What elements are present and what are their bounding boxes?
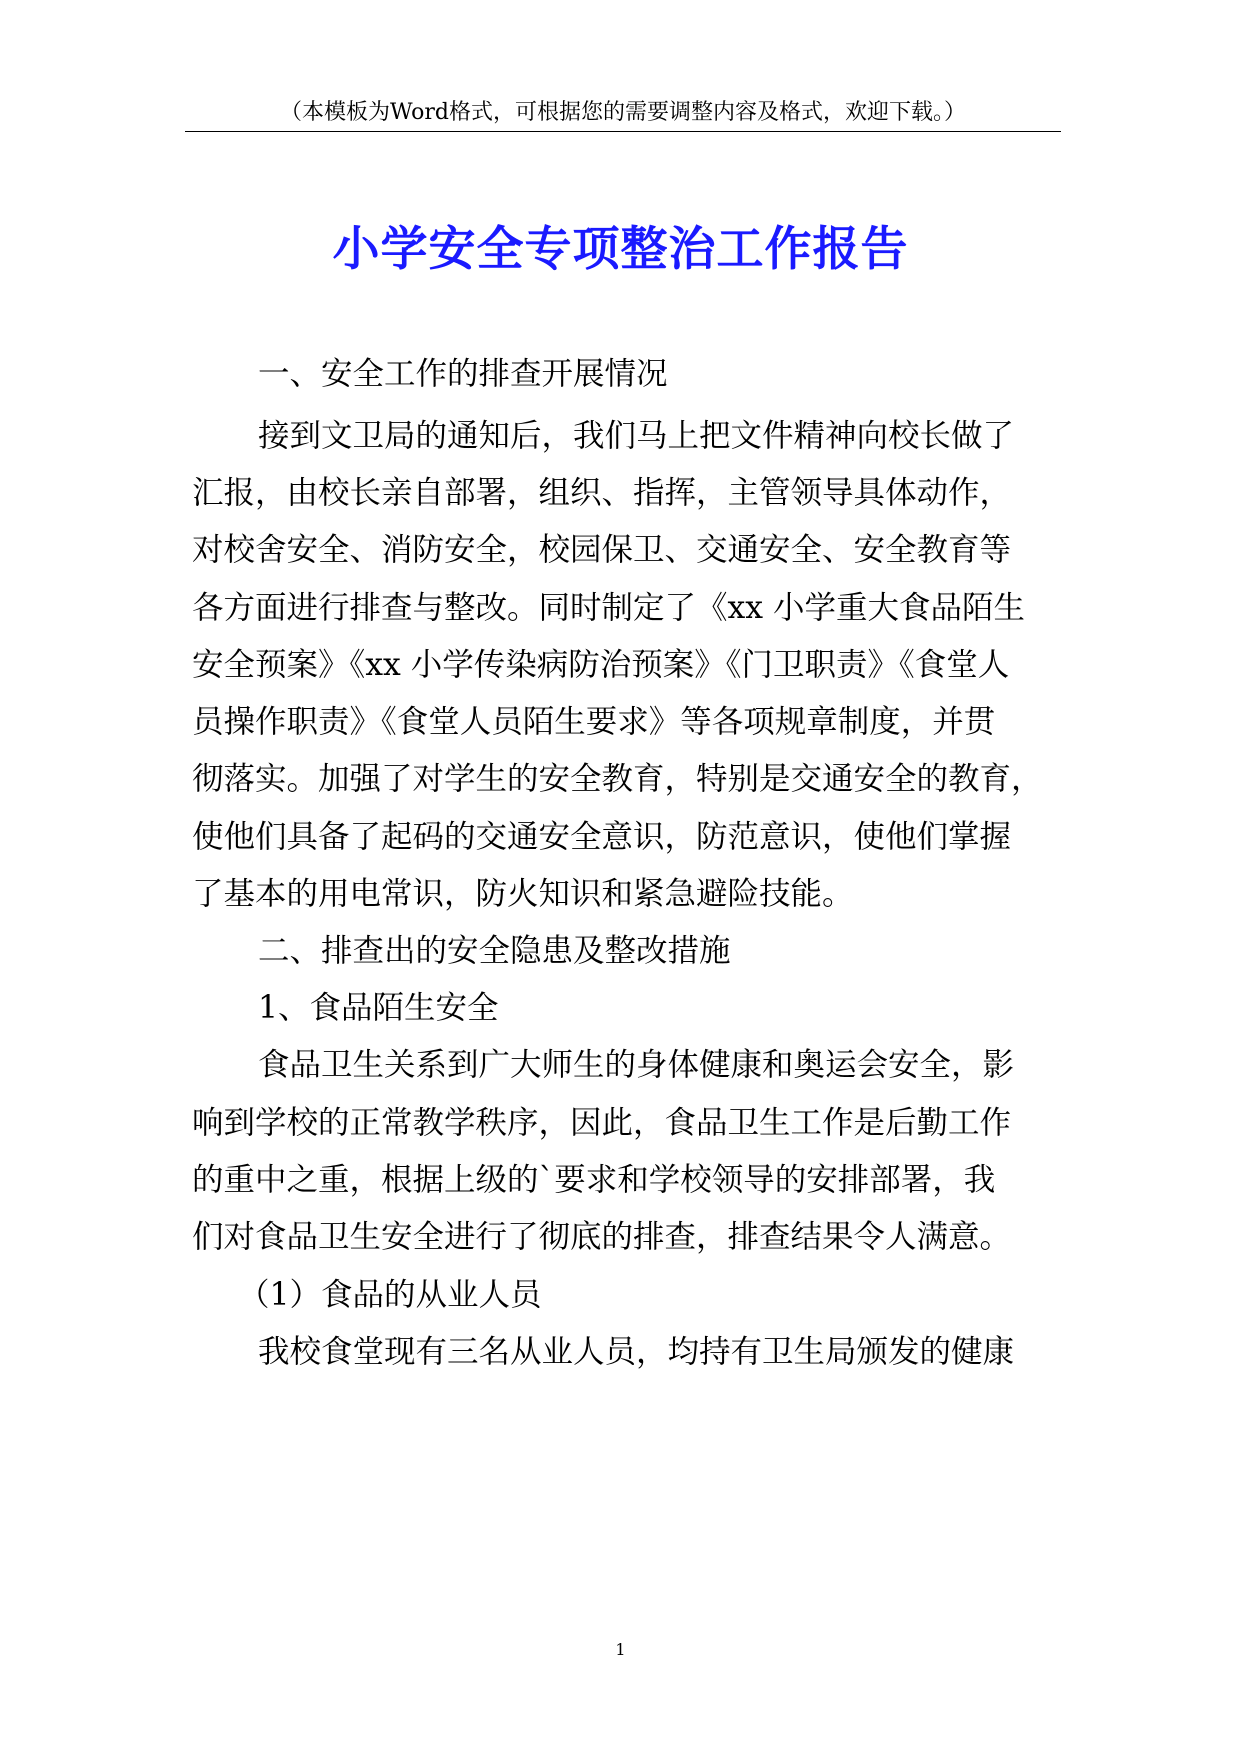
body-line: 对校舍安全、消防安全，校园保卫、交通安全、安全教育等 <box>192 532 1012 568</box>
section-heading-1: 一、安全工作的排查开展情况 <box>258 356 668 392</box>
body-line: 汇报，由校长亲自部署，组织、指挥，主管领导具体动作， <box>192 475 1012 511</box>
body-line: 使他们具备了起码的交通安全意识，防范意识，使他们掌握 <box>192 819 1012 855</box>
subsection-heading: 1、食品陌生安全 <box>258 990 499 1026</box>
body-line: 食品卫生关系到广大师生的身体健康和奥运会安全，影 <box>258 1047 1015 1083</box>
header-rule <box>185 131 1061 132</box>
body-line: 安全预案》《xx 小学传染病防治预案》《门卫职责》《食堂人 <box>192 647 1010 683</box>
header-note: （本模板为Word格式，可根据您的需要调整内容及格式，欢迎下载。） <box>280 100 966 125</box>
body-line: 彻落实。加强了对学生的安全教育，特别是交通安全的教育， <box>192 761 1043 797</box>
body-line: 员操作职责》《食堂人员陌生要求》等各项规章制度，并贯 <box>192 704 996 740</box>
body-line: 了基本的用电常识，防火知识和紧急避险技能。 <box>192 876 854 912</box>
section-heading-2: 二、排查出的安全隐患及整改措施 <box>258 933 731 969</box>
body-line: 的重中之重，根据上级的`要求和学校领导的安排部署，我 <box>192 1162 996 1198</box>
document-title: 小学安全专项整治工作报告 <box>332 222 909 277</box>
body-line: 响到学校的正常教学秩序，因此，食品卫生工作是后勤工作 <box>192 1105 1012 1141</box>
body-line: 接到文卫局的通知后，我们马上把文件精神向校长做了 <box>258 418 1015 454</box>
item-heading: （1）食品的从业人员 <box>238 1277 542 1313</box>
body-line: 们对食品卫生安全进行了彻底的排查，排查结果令人满意。 <box>192 1219 1012 1255</box>
body-line: 各方面进行排查与整改。同时制定了《xx 小学重大食品陌生 <box>192 590 1026 626</box>
body-line: 我校食堂现有三名从业人员，均持有卫生局颁发的健康 <box>258 1334 1015 1370</box>
page-number: 1 <box>615 1640 626 1659</box>
